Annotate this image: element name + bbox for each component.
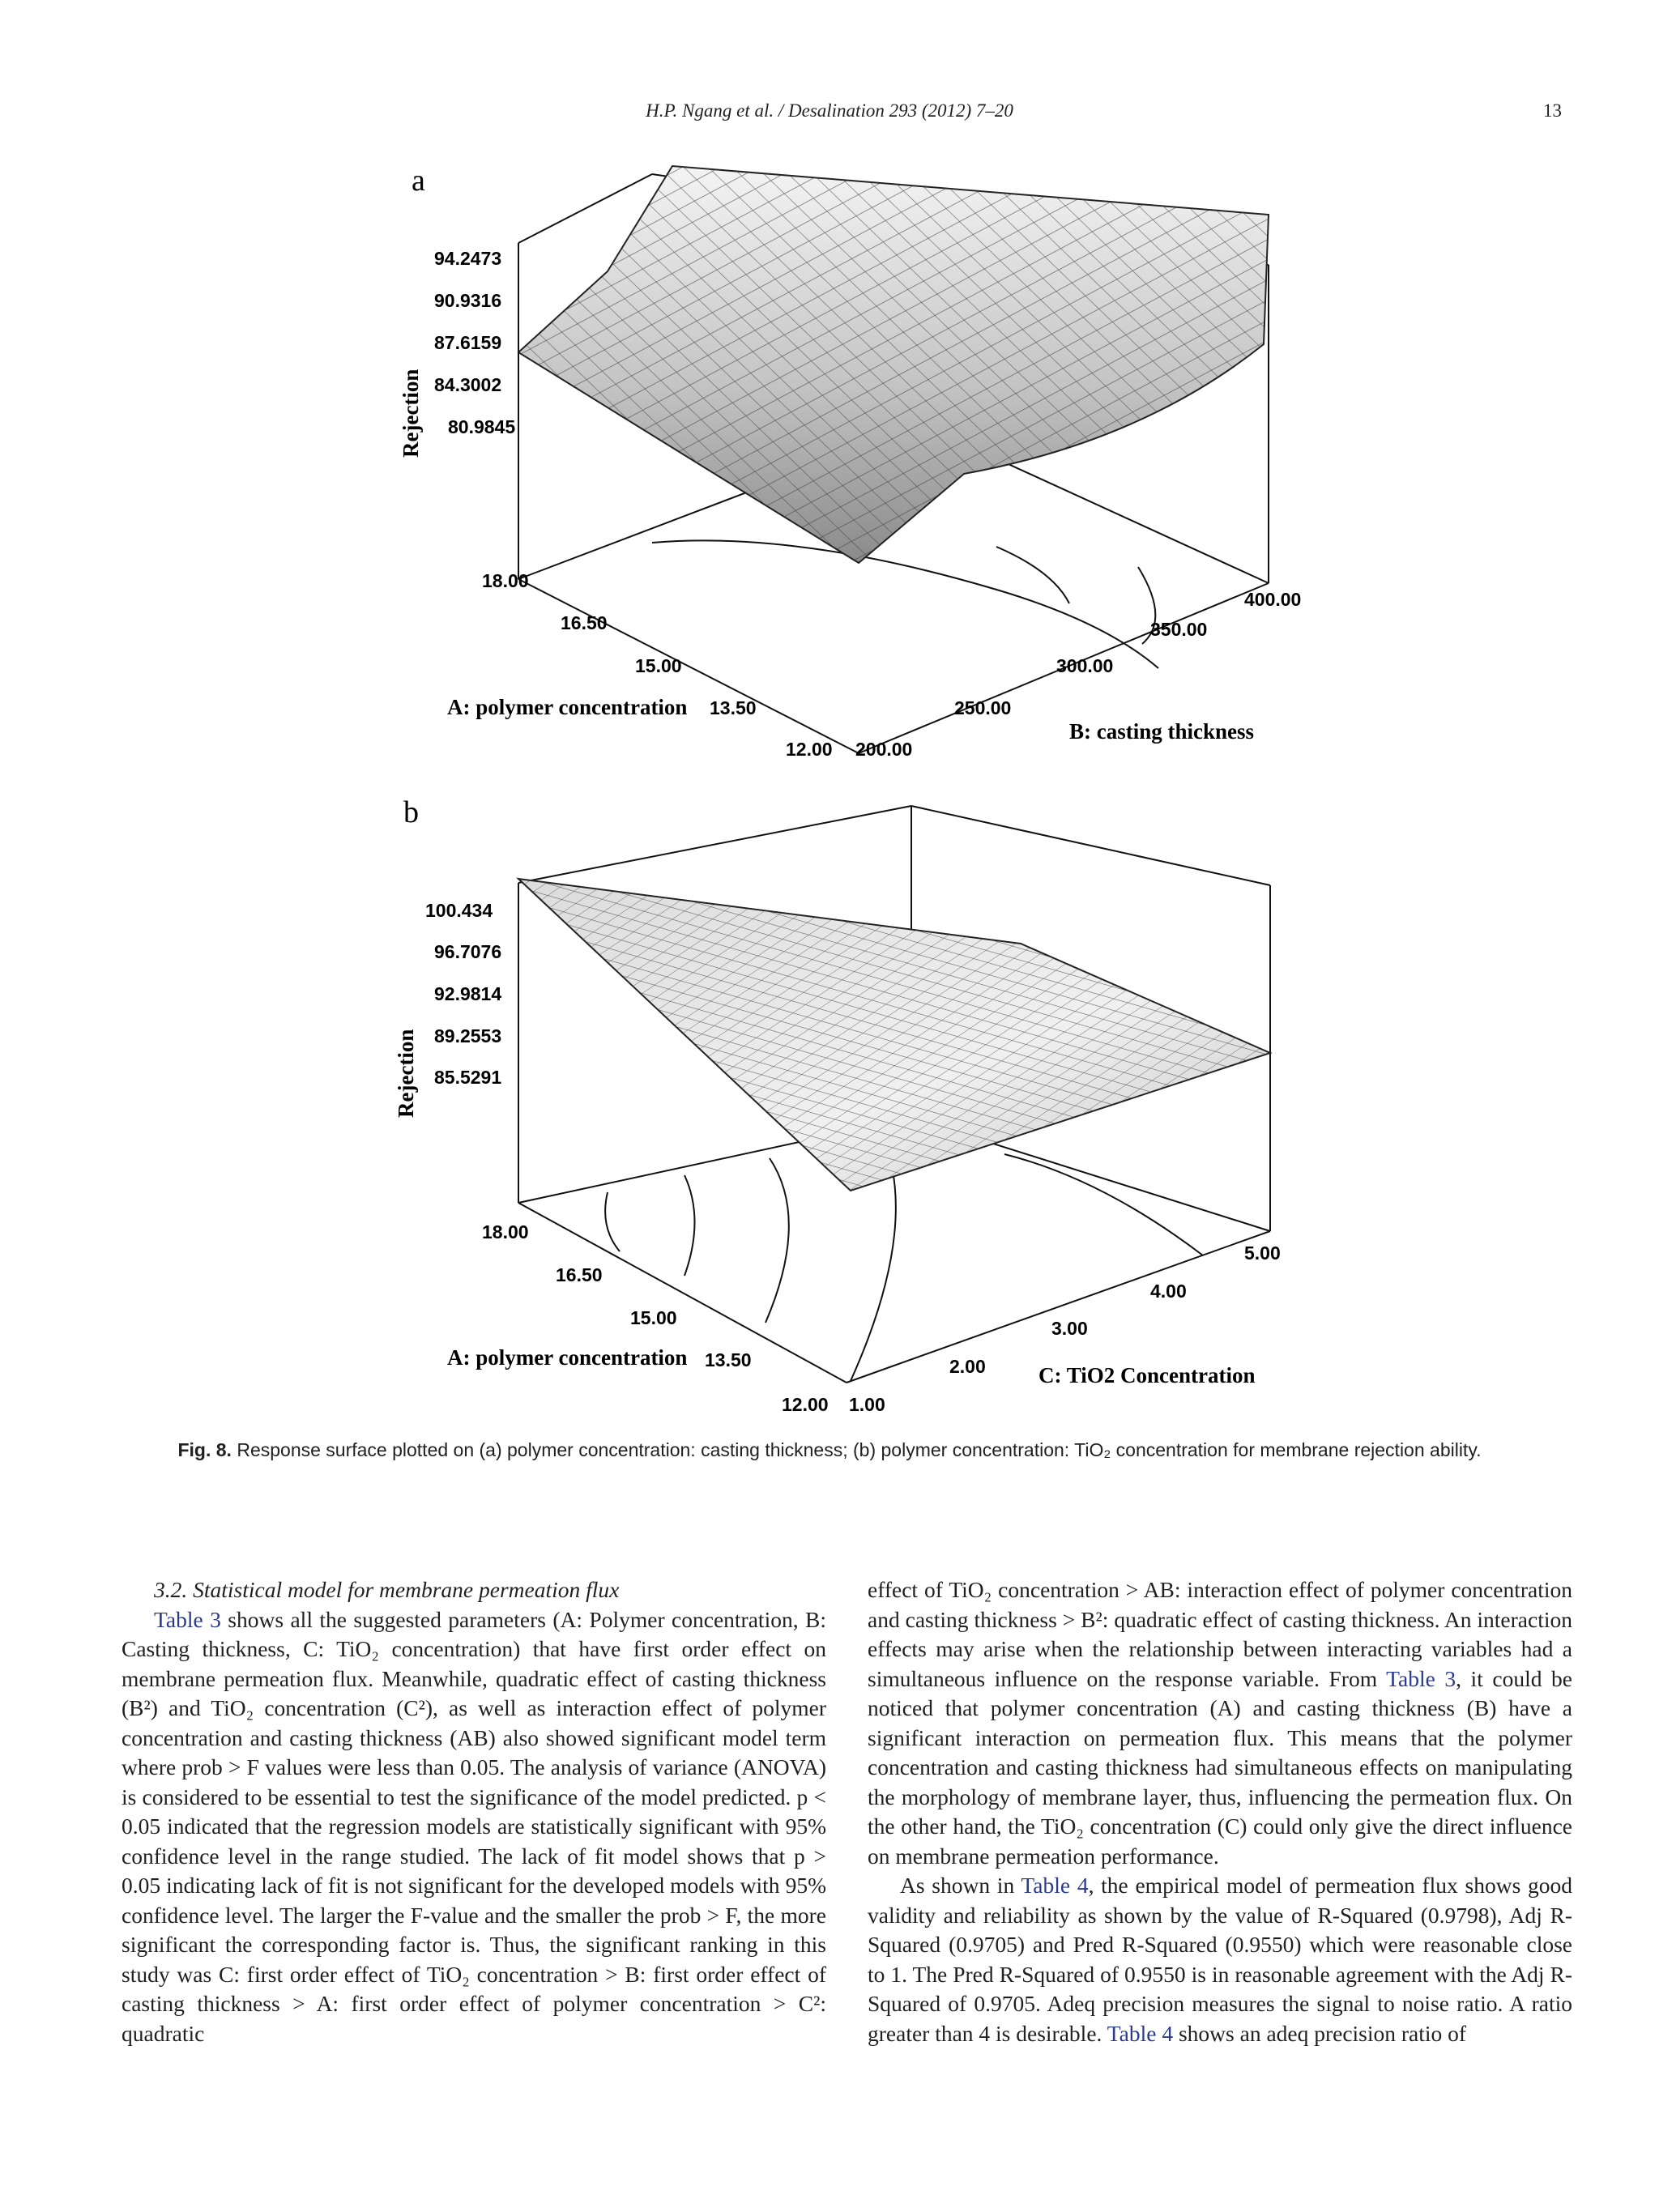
running-head: H.P. Ngang et al. / Desalination 293 (2012) 7–20 <box>646 100 1013 121</box>
b-tick-a-2: 250.00 <box>954 697 1012 718</box>
surface-plot-a <box>373 150 1328 782</box>
z-tick-b-4: 89.2553 <box>434 1025 502 1046</box>
panel-letter-a: a <box>412 164 425 198</box>
z-axis-label-a: Rejection <box>399 369 423 458</box>
b-tick-a-3: 300.00 <box>1056 655 1114 676</box>
paragraph-text: As shown in <box>900 1873 1021 1898</box>
a-tick-b-1: 18.00 <box>482 1221 529 1242</box>
paragraph-text: effect of TiO₂ concentration > AB: interaction effect of polymer concentration and casting thickness > B²: quadratic effect of casting thickness. An interaction effects may arise when the relationship between interacting variables had a simultaneous influence on the response variable. From <box>868 1577 1572 1691</box>
b-tick-a-1: 200.00 <box>855 739 913 760</box>
figure-panel-b <box>373 798 1328 1413</box>
page-number: 13 <box>1543 100 1562 121</box>
paragraph <box>868 1871 1572 2048</box>
a-tick-a-3: 15.00 <box>635 655 682 676</box>
table-3-link[interactable]: Table 3 <box>154 1606 221 1632</box>
table-4-link[interactable]: Table 4 <box>1107 2020 1174 2046</box>
z-axis-label-b: Rejection <box>394 1029 418 1118</box>
b-axis-label-a: B: casting thickness <box>1069 719 1255 744</box>
table-4-link[interactable]: Table 4 <box>1021 1873 1089 1898</box>
figure-caption <box>0 1439 1659 1461</box>
c-axis-label-b: C: TiO2 Concentration <box>1038 1363 1256 1387</box>
z-tick-b-3: 92.9814 <box>434 983 502 1004</box>
z-tick-b-2: 96.7076 <box>434 941 502 962</box>
z-tick-b-1: 100.434 <box>425 900 493 921</box>
b-tick-a-4: 350.00 <box>1150 619 1208 640</box>
surface-plot-b <box>373 798 1328 1413</box>
c-tick-b-4: 4.00 <box>1150 1281 1187 1302</box>
c-tick-b-2: 2.00 <box>949 1356 986 1377</box>
paragraph <box>868 1575 1572 1871</box>
caption-text: Response surface plotted on (a) polymer concentration: casting thickness; (b) polymer concentration: TiO₂ concentration for membrane rejection ability. <box>237 1439 1482 1460</box>
figure-panel-a <box>373 150 1328 782</box>
table-3-link[interactable]: Table 3 <box>1386 1665 1456 1691</box>
paragraph <box>122 1605 826 2049</box>
a-tick-a-5: 12.00 <box>786 739 833 760</box>
c-tick-b-5: 5.00 <box>1244 1242 1281 1264</box>
a-tick-a-4: 13.50 <box>710 697 757 718</box>
a-axis-label-a: A: polymer concentration <box>447 695 688 719</box>
z-tick-a-1: 94.2473 <box>434 248 502 269</box>
z-tick-a-5: 80.9845 <box>448 416 516 437</box>
z-tick-a-4: 84.3002 <box>434 374 502 395</box>
z-tick-a-2: 90.9316 <box>434 290 502 311</box>
section-title: 3.2. Statistical model for membrane permeation flux <box>154 1577 620 1602</box>
response-surface-a <box>518 166 1269 563</box>
a-tick-a-1: 18.00 <box>482 570 529 591</box>
a-tick-b-5: 12.00 <box>782 1394 829 1413</box>
paragraph-text: shows an adeq precision ratio of <box>1173 2020 1467 2046</box>
z-tick-b-5: 85.5291 <box>434 1067 502 1088</box>
paragraph-text: shows all the suggested parameters (A: Polymer concentration, B: Casting thickness, C: TiO₂ concentration) that have first order effect on membrane permeation flux. Meanwhile, quadratic effect of casting thickness (B²) and TiO₂ concentration (C²), as well as interaction effect of polymer concentration and casting thickness (AB) also showed significant model term where prob > F values were less than 0.05. The analysis of variance (ANOVA) is considered to be essential to test the significance of the model predicted. p < 0.05 indicated that the regression models are statistically significant with 95% confidence level in the range studied. The lack of fit model shows that p > 0.05 indicating lack of fit is not significant for the developed models with 95% confidence level. The larger the F-value and the smaller the prob > F, the more significant the corresponding factor is. Thus, the significant ranking in this study was C: first order effect of TiO₂ concentration > B: first order effect of casting thickness > A: first order effect of polymer concentration > C²: quadratic <box>122 1606 826 2046</box>
a-axis-label-b: A: polymer concentration <box>447 1345 688 1370</box>
response-surface-b <box>518 879 1270 1191</box>
paragraph-text: , the empirical model of permeation flux shows good validity and reliability as shown by the value of R-Squared (0.9798), Adj R-Squared (0.9705) and Pred R-Squared (0.9550) which were reasonable close to 1. The Pred R-Squared of 0.9550 is in reasonable agreement with the Adj R-Squared of 0.9705. Adeq precision measures the signal to noise ratio. A ratio greater than 4 is desirable. <box>868 1873 1572 2046</box>
left-column <box>122 1575 826 2048</box>
a-tick-b-3: 15.00 <box>630 1307 677 1328</box>
c-tick-b-3: 3.00 <box>1051 1318 1088 1339</box>
paragraph-text: , it could be noticed that polymer concentration (A) and casting thickness (B) have a significant interaction on permeation flux. This means that the polymer concentration and casting thickness had simultaneous effects on manipulating the morphology of membrane layer, thus, influencing the permeation flux. On the other hand, the TiO₂ concentration (C) could only give the direct influence on membrane permeation performance. <box>868 1665 1572 1869</box>
panel-letter-b: b <box>403 798 419 829</box>
a-tick-a-2: 16.50 <box>561 612 608 633</box>
b-tick-a-5: 400.00 <box>1244 589 1302 610</box>
right-column <box>868 1575 1572 2048</box>
a-tick-b-2: 16.50 <box>556 1264 603 1285</box>
caption-label: Fig. 8. <box>177 1439 232 1460</box>
z-tick-a-3: 87.6159 <box>434 332 502 353</box>
a-tick-b-4: 13.50 <box>705 1349 752 1370</box>
c-tick-b-1: 1.00 <box>849 1394 885 1413</box>
